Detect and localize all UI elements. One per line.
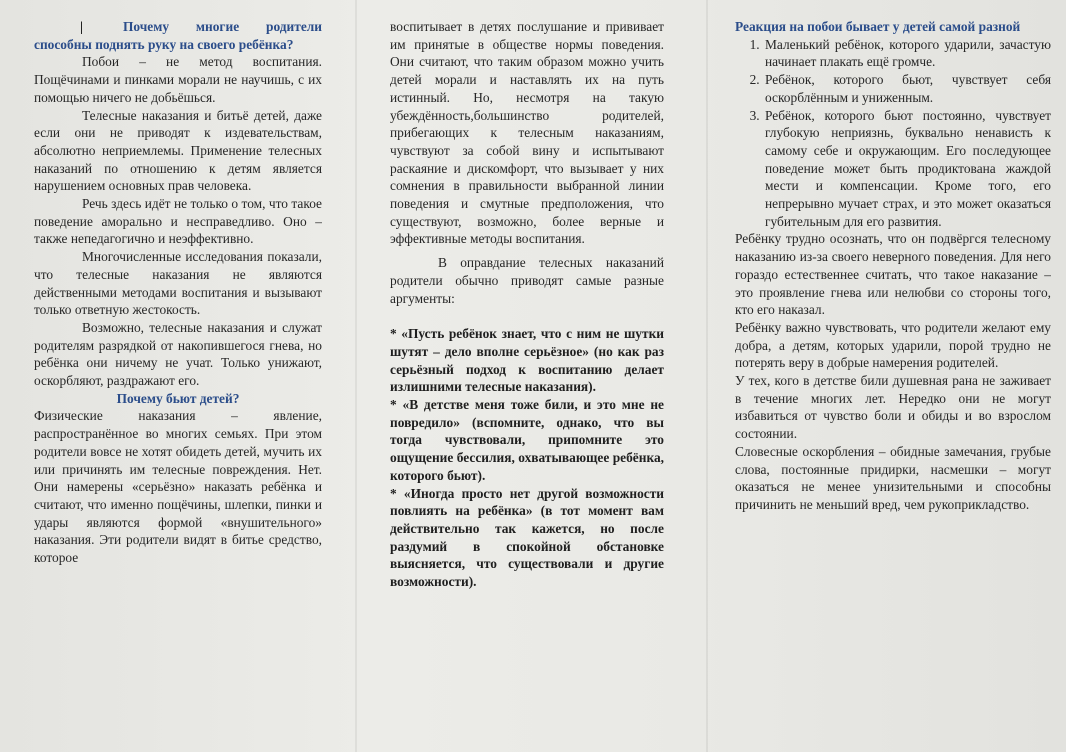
list-item: 1. Маленький ребёнок, которого ударили, зачастую начинает плакать ещё громче. (763, 36, 1051, 71)
column-3 (735, 18, 1051, 752)
paragraph: Побои – не метод воспитания. Пощёчинами и пинками морали не научишь, с их помощью ничего не добьёшься. (34, 54, 322, 105)
list-item: 3. Ребёнок, которого бьют постоянно, чувствует глубокую неприязнь, буквально ненависть к самому себе и окружающим. Его последующее поведение может быть продиктована жаждой мести и компенсации. Кроме того, его непрерывно мучает страх, и это может оказаться губительным для его развития. (763, 107, 1051, 231)
paragraph: Ребёнку трудно осознать, что он подвёргся телесному наказанию из-за своего неверного поведения. Для него гораздо естественнее считать, что такое наказание – это проявление гнева или нелюбви со стороны того, кто его наказал. (735, 231, 1051, 318)
paragraph: У тех, кого в детстве били душевная рана не заживает в течение многих лет. Нередко они не могут избавиться от чувство боли и обиды и во взрослом состоянии. (735, 373, 1051, 442)
paragraph: Словесные оскорбления – обидные замечания, грубые слова, постоянные придирки, насмешки – могут оказаться не менее унизительными и способны причинить не меньший вред, чем рукоприкладство. (735, 443, 1051, 512)
text-cursor: | (80, 19, 83, 34)
paragraph: Физические наказания – явление, распространённое во многих семьях. При этом родители вовсе не хотят обидеть детей, мучить их или причинять им телесные повреждения. Нет. Они намерены «серьёзно» наказать ребёнка и считают, что именно пощёчины, шлепки, пинки и удары являются формой «внушительного» наказания. Эти родители видят в битье средство, которое (34, 408, 322, 566)
paragraph: Многочисленные исследования показали, что телесные наказания не являются действенными методами воспитания и вызывают только ответную жестокость. (34, 249, 322, 318)
paragraph: Речь здесь идёт не только о том, что такое поведение аморально и несправедливо. Оно – также непедагогично и неэффективно. (34, 196, 322, 247)
column-2 (390, 18, 664, 752)
argument-item: * «В детстве меня тоже били, и это мне не повредило» (вспомните, однако, что вы тогда чувствовали, припомните это ощущение бессилия, охватывающее ребёнка, которого бьют). (390, 397, 664, 483)
column-1 (34, 18, 322, 752)
argument-item: * «Пусть ребёнок знает, что с ним не шутки шутят – дело вполне серьёзное» (но как раз серьёзный подход к воспитанию делает излишними телесные наказания). (390, 326, 664, 395)
paragraph: Ребёнку важно чувствовать, что родители желают ему добра, а детям, которых ударили, порой трудно не потерять веру в добрые намерения родителей. (735, 319, 1051, 371)
fold-line (355, 0, 357, 752)
argument-item: * «Иногда просто нет другой возможности повлиять на ребёнка» (в тот момент вам действительно так кажется, но после раздумий в спокойной обстановке выясняется, что существовали и другие возможности). (390, 485, 664, 590)
heading-why-parents-hit: | Почему многие родители способны поднять руку на своего ребёнка? (34, 19, 322, 52)
heading-why-hit-children: Почему бьют детей? (116, 390, 240, 406)
list-item: 2. Ребёнок, которого бьют, чувствует себя оскорблённым и униженным. (763, 71, 1051, 106)
reaction-list (735, 36, 1051, 231)
paragraph: В оправдание телесных наказаний родители обычно приводят самые разные аргументы: (390, 255, 664, 306)
paragraph: Возможно, телесные наказания и служат родителям разрядкой от накопившегося гнева, но ребёнка они ничему не учат. Только унижают, оскорбляют, раздражают его. (34, 319, 322, 389)
fold-line (706, 0, 708, 752)
heading-reaction: Реакция на побои бывает у детей самой разной (735, 19, 1021, 34)
paragraph: воспитывает в детях послушание и прививает им принятые в обществе нормы поведения. Они считают, что таким образом можно учить детей морали и наставлять их на путь истинный. Но, несмотря на такую убеждённость,большинство родителей, прибегающих к телесным наказаниям, чувствуют за собой вину и испытывают раскаяние и дискомфорт, что вызывает у них сомнения в правильности выбранной линии поведения и смутные предположения, что существуют, возможно, более верные и эффективные методы воспитания. (390, 19, 664, 247)
paragraph: Телесные наказания и битьё детей, даже если они не приводят к издевательствам, абсолютно неприемлемы. Применение телесных наказаний по отношению к детям является нарушением основных прав человека. (34, 107, 322, 194)
